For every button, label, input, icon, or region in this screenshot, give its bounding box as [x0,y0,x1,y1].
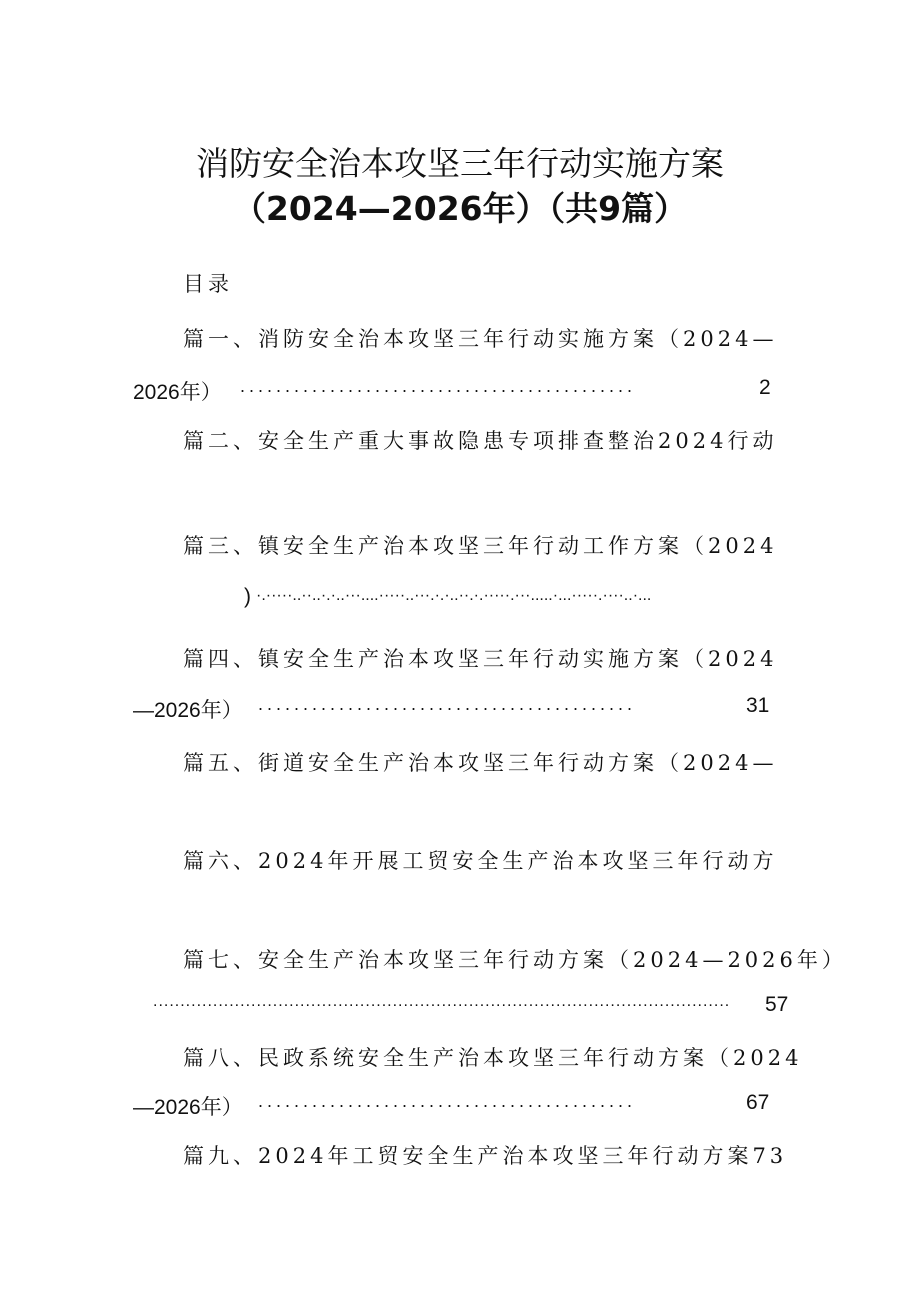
toc-entry-1[interactable]: 篇一、消防安全治本攻坚三年行动实施方案（2024— [183,327,778,351]
toc-entry-5[interactable]: 篇五、街道安全生产治本攻坚三年行动方案（2024— [183,751,778,775]
toc-entry-4-leader: .......................................... [258,694,637,714]
document-title: 消防安全治本攻坚三年行动实施方案 [196,144,724,183]
toc-entry-1-cont: 2026年） [133,381,222,404]
toc-entry-3[interactable]: 篇三、镇安全生产治本攻坚三年行动工作方案（2024 [183,534,778,558]
toc-entry-8-page: 67 [746,1091,770,1114]
toc-entry-7-page: 57 [765,993,789,1016]
toc-entry-3-cont: ) [244,585,251,608]
toc-entry-6[interactable]: 篇六、2024年开展工贸安全生产治本攻坚三年行动方 [183,849,778,873]
document-subtitle: （2024—2026年）（共9篇） [232,189,688,228]
toc-heading: 目录 [183,272,233,296]
toc-entry-8-cont: —2026年） [133,1096,243,1119]
toc-entry-4-cont: —2026年） [133,699,243,722]
toc-entry-7-leader: .......................................................................................................... [153,993,731,1010]
toc-entry-1-leader: ............................................ [240,376,637,396]
toc-entry-8[interactable]: 篇八、民政系统安全生产治本攻坚三年行动方案（2024 [183,1046,803,1070]
toc-entry-1-page: 2 [759,376,771,399]
toc-entry-7[interactable]: 篇七、安全生产治本攻坚三年行动方案（2024—2026年） [183,948,847,972]
toc-entry-9[interactable]: 篇九、2024年工贸安全生产治本攻坚三年行动方案73 [183,1144,788,1168]
toc-entry-3-leader: ·.·····..··..·.·..···....·····..···.·.·..··.·.·····.···.....·...·····.····..·... [256,587,652,604]
toc-entry-4-page: 31 [746,694,770,717]
toc-entry-4[interactable]: 篇四、镇安全生产治本攻坚三年行动实施方案（2024 [183,647,778,671]
toc-entry-2[interactable]: 篇二、安全生产重大事故隐患专项排查整治2024行动 [183,429,778,453]
toc-entry-8-leader: .......................................... [258,1091,637,1111]
